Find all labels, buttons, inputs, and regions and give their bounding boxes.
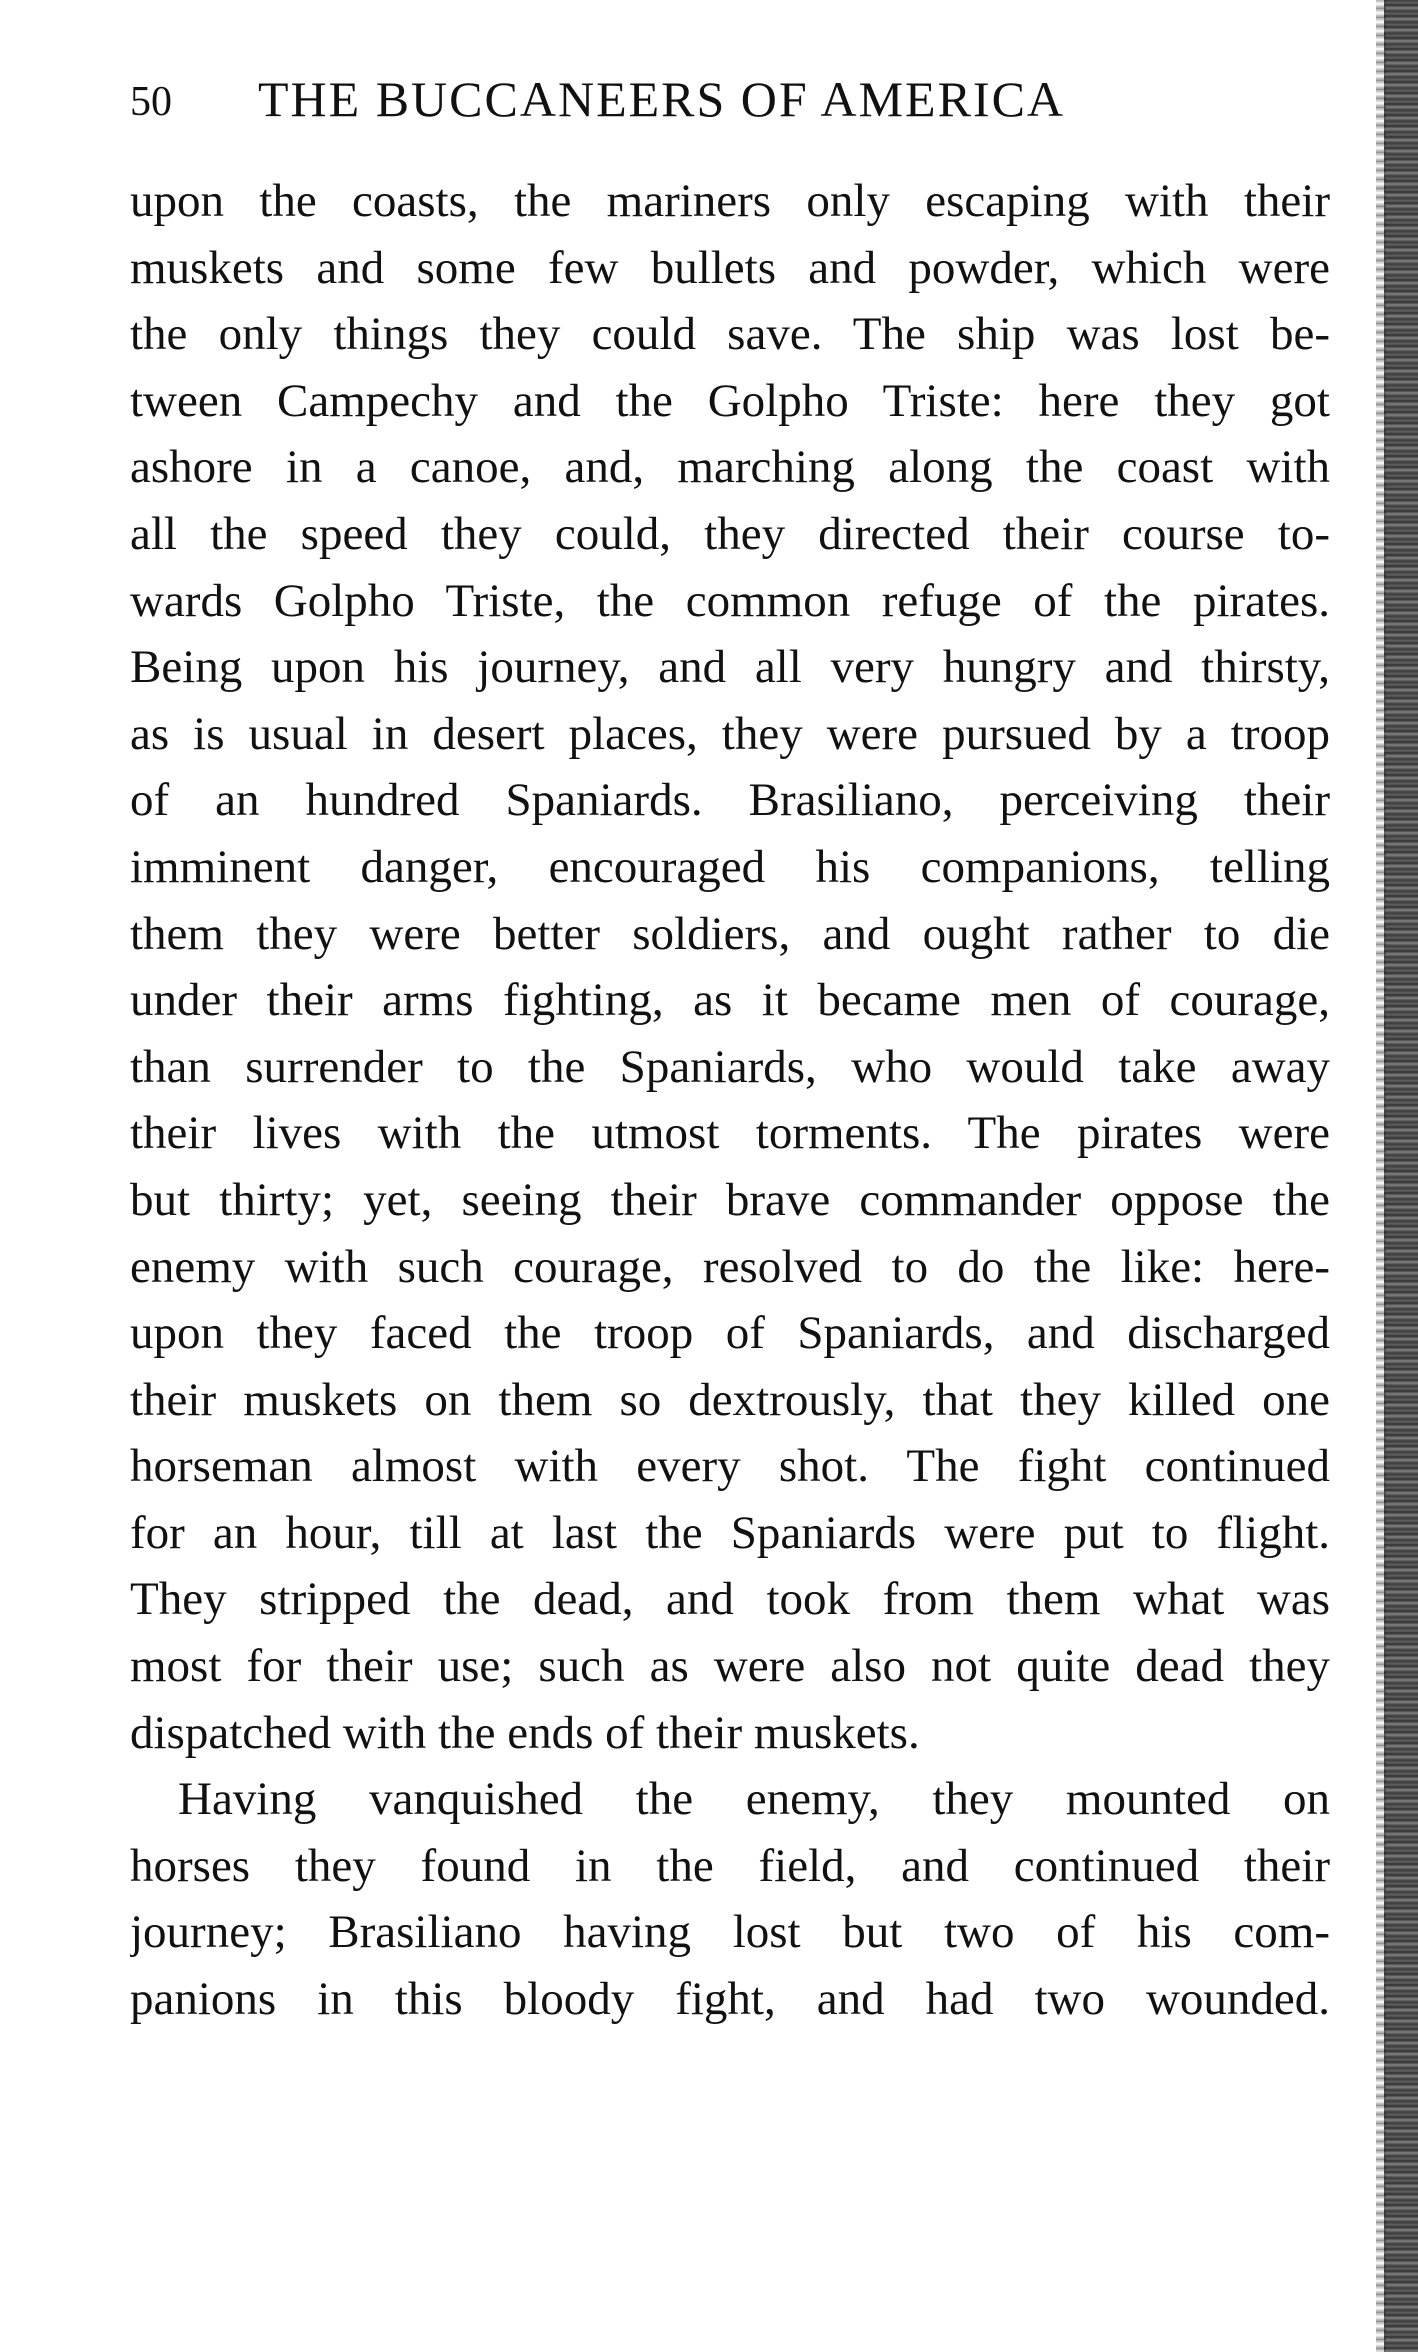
text-line: their muskets on them so dextrously, that they killed one	[130, 1373, 1330, 1426]
text-line: them they were better soldiers, and ought rather to die	[130, 907, 1330, 960]
page-edge-shadow	[1384, 0, 1418, 2352]
running-head: THE BUCCANEERS OF AMERICA	[258, 71, 1066, 127]
text-line: wards Golpho Triste, the common refuge of the pirates.	[130, 574, 1330, 627]
text-line: but thirty; yet, seeing their brave commander oppose the	[130, 1173, 1330, 1226]
paragraph-2	[130, 1766, 1330, 2032]
text-line: panions in this bloody fight, and had two wounded.	[130, 1973, 1330, 2026]
text-line: upon they faced the troop of Spaniards, and discharged	[130, 1307, 1330, 1360]
text-line: under their arms fighting, as it became men of courage,	[130, 974, 1330, 1027]
text-line: than surrender to the Spaniards, who would take away	[130, 1040, 1330, 1093]
text-line: most for their use; such as were also not quite dead they	[130, 1640, 1330, 1693]
text-line: upon the coasts, the mariners only escaping with their	[130, 175, 1330, 227]
paragraph-1	[130, 168, 1330, 1766]
text-line: They stripped the dead, and took from them what was	[130, 1573, 1330, 1626]
text-line: the only things they could save. The ship was lost be-	[130, 308, 1330, 361]
text-line: horses they found in the field, and continued their	[130, 1839, 1330, 1892]
text-line: horseman almost with every shot. The fight continued	[130, 1440, 1330, 1493]
text-line: of an hundred Spaniards. Brasiliano, perceiving their	[130, 774, 1330, 827]
text-line: as is usual in desert places, they were pursued by a troop	[130, 707, 1330, 760]
page-header	[130, 70, 1330, 140]
text-line: journey; Brasiliano having lost but two of his com-	[130, 1906, 1330, 1959]
text-line: dispatched with the ends of their muskets.	[130, 1706, 920, 1759]
text-line: Having vanquished the enemy, they mounted on	[178, 1773, 1330, 1826]
body-text	[130, 168, 1330, 2033]
text-line: ashore in a canoe, and, marching along the coast with	[130, 441, 1330, 494]
text-line: muskets and some few bullets and powder, which were	[130, 241, 1330, 294]
text-line: tween Campechy and the Golpho Triste: here they got	[130, 374, 1330, 427]
text-line: for an hour, till at last the Spaniards were put to flight.	[130, 1506, 1330, 1559]
text-line: imminent danger, encouraged his companions, telling	[130, 840, 1330, 893]
text-line: Being upon his journey, and all very hungry and thirsty,	[130, 641, 1330, 694]
page-number: 50	[130, 79, 172, 125]
text-line: all the speed they could, they directed their course to-	[130, 507, 1330, 560]
text-line: enemy with such courage, resolved to do the like: here-	[130, 1240, 1330, 1293]
text-line: their lives with the utmost torments. The pirates were	[130, 1107, 1330, 1160]
